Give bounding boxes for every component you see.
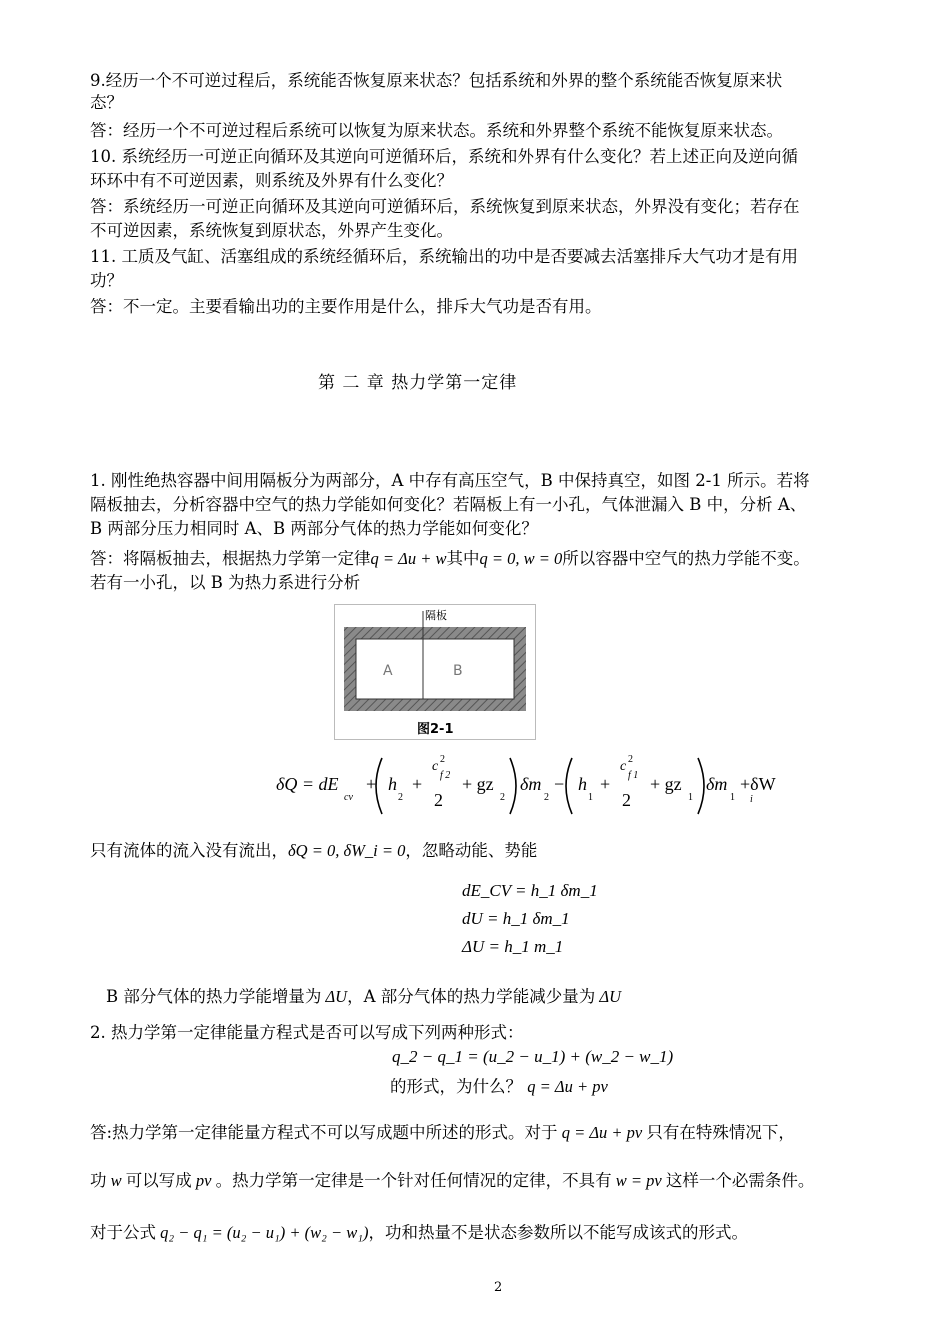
svg-text:1: 1 (688, 792, 693, 803)
q2-equation-b: q = Δu + pv (527, 1077, 608, 1096)
svg-text:−: − (554, 774, 565, 794)
svg-text:δQ = dE: δQ = dE (276, 774, 339, 794)
c2q1-line2: 隔板抽去，分析容器中空气的热力学能如何变化？若隔板上有一小孔，气体泄漏入 B 中，分析 A、 (90, 495, 807, 514)
q2-answer1-b: 只有在特殊情况下， (646, 1123, 795, 1142)
derivation-line-1: dE_CV = h_1 δm_1 (462, 881, 598, 900)
chamber (356, 639, 514, 699)
svg-text:f 2: f 2 (440, 770, 451, 781)
q2-answer1-a: 答:热力学第一定律能量方程式不可以写成题中所述的形式。对于 (90, 1123, 558, 1142)
q2-answer3-a: 对于公式 (90, 1223, 156, 1242)
svg-text:i: i (750, 794, 753, 805)
svg-text:f 1: f 1 (628, 770, 639, 781)
q2-form-line (390, 1076, 690, 1098)
inflow-text-b: ，忽略动能、势能 (405, 841, 538, 860)
energy-equation (270, 748, 776, 828)
chamber-b-label: B (453, 663, 463, 679)
q2-answer3-b: ，功和热量不是状态参数所以不能写成该式的形式。 (368, 1223, 748, 1242)
q2-form-text: 的形式，为什么？ (390, 1077, 522, 1096)
c2q1-answer-text-b: 其中 (446, 549, 480, 568)
svg-text:+ gz: + gz (462, 774, 494, 794)
svg-text:+ gz: + gz (650, 774, 682, 794)
svg-text:+: + (412, 774, 423, 794)
inflow-equation: δQ = 0, δW_i = 0 (288, 841, 406, 860)
svg-text:2: 2 (500, 792, 505, 803)
page-number: 2 (494, 1280, 503, 1295)
container-diagram (335, 605, 535, 739)
q2-line1: 2. 热力学第一定律能量方程式是否可以写成下列两种形式： (90, 1023, 524, 1042)
inflow-text-a: 只有流体的流入没有流出， (90, 841, 288, 860)
svg-text:2: 2 (628, 754, 633, 765)
energy-equation-graphic (270, 748, 776, 828)
q11-answer: 答：不一定。主要看输出功的主要作用是什么，排斥大气功是否有用。 (90, 297, 602, 316)
partition-label: 隔板 (425, 609, 447, 622)
figure-caption: 图2-1 (417, 722, 454, 737)
result-line: B 部分气体的热力学能增量为 ΔU，A 部分气体的热力学能减少量为 ΔU (106, 987, 622, 1006)
svg-text:δm: δm (520, 774, 542, 794)
svg-text:2: 2 (440, 754, 445, 765)
q9-line1: 9.经历一个不可逆过程后，系统能否恢复原来状态？包括系统和外界的整个系统能否恢复原来状 (90, 71, 783, 90)
q10-line1: 10. 系统经历一可逆正向循环及其逆向可逆循环后，系统和外界有什么变化？若上述正向及逆向循 (90, 147, 798, 166)
result-text-b: ，A 部分气体的热力学能减少量为 (347, 987, 596, 1006)
svg-text:2: 2 (398, 792, 403, 803)
chapter-title: 第 二 章 热力学第一定律 (318, 373, 518, 393)
c2q1-line1: 1. 刚性绝热容器中间用隔板分为两部分，A 中存有高压空气，B 中保持真空，如图 2-1 所示。若将 (90, 471, 810, 490)
c2q1-answer-text-c: 所以容器中空气的热力学能不变。 (562, 549, 810, 568)
svg-text:c: c (432, 759, 439, 774)
q11-line2: 功？ (90, 271, 123, 290)
q2-answer2-c: 。热力学第一定律是一个针对任何情况的定律，不具有 (215, 1171, 612, 1190)
svg-text:cv: cv (344, 792, 353, 803)
svg-text:+δW: +δW (740, 774, 776, 794)
svg-text:2: 2 (544, 792, 549, 803)
svg-text:2: 2 (434, 790, 443, 810)
svg-text:δm: δm (706, 774, 728, 794)
q2-equation-a: q_2 − q_1 = (u_2 − u_1) + (w_2 − w_1) (392, 1047, 674, 1066)
q10-line2: 环环中有不可逆因素，则系统及外界有什么变化？ (90, 171, 453, 190)
svg-text:h: h (388, 774, 397, 794)
svg-text:2: 2 (622, 790, 631, 810)
q2-answer2-d: 这样一个必需条件。 (665, 1171, 815, 1190)
c2q1-answer-line2: 若有一小孔，以 B 为热力系进行分析 (90, 573, 361, 592)
svg-text:h: h (578, 774, 587, 794)
first-law-equation: q = Δu + w (370, 549, 447, 568)
q9-line2: 态？ (90, 93, 123, 112)
zero-conditions-equation: q = 0, w = 0 (479, 549, 563, 568)
svg-text:c: c (620, 759, 627, 774)
figure-2-1 (334, 604, 536, 740)
svg-text:+: + (366, 774, 377, 794)
c2q1-line3: B 两部分压力相同时 A、B 两部分气体的热力学能如何变化？ (90, 519, 538, 538)
result-text-a: B 部分气体的热力学能增量为 (106, 987, 322, 1006)
svg-text:1: 1 (588, 792, 593, 803)
q9-answer: 答：经历一个不可逆过程后系统可以恢复为原来状态。系统和外界整个系统不能恢复原来状态。 (90, 121, 783, 140)
chamber-a-label: A (383, 663, 393, 679)
derivation-line-2: dU = h_1 δm_1 (462, 909, 570, 928)
inflow-line (90, 840, 910, 862)
c2q1-answer-line1 (90, 548, 910, 570)
q2-answer2-a: 功 (90, 1171, 107, 1190)
derivation-line-3: ΔU = h_1 m_1 (462, 937, 564, 956)
q11-line1: 11. 工质及气缸、活塞组成的系统经循环后，系统输出的功中是否要减去活塞排斥大气功才是有用 (90, 247, 798, 266)
svg-text:1: 1 (730, 792, 735, 803)
q2-answer-line1: 答:热力学第一定律能量方程式不可以写成题中所述的形式。对于 q = Δu + pv 只有在特殊情况下， (90, 1123, 795, 1142)
q2-answer-line2: 功 w 可以写成 pv 。热力学第一定律是一个针对任何情况的定律，不具有 w = pv 这样一个必需条件。 (90, 1171, 815, 1190)
svg-text:+: + (600, 774, 611, 794)
q10-answer-line1: 答：系统经历一可逆正向循环及其逆向可逆循环后，系统恢复到原来状态，外界没有变化；若存在 (90, 197, 800, 216)
q10-answer-line2: 不可逆因素，系统恢复到原状态，外界产生变化。 (90, 221, 453, 240)
q2-answer2-b: 可以写成 (125, 1171, 192, 1190)
c2q1-answer-text-a: 答：将隔板抽去，根据热力学第一定律 (90, 549, 371, 568)
q2-answer-line3: 对于公式 q₂ − q₁ = (u₂ − u₁) + (w₂ − w₁)，功和热量不是状态参数所以不能写成该式的形式。 (90, 1223, 748, 1242)
